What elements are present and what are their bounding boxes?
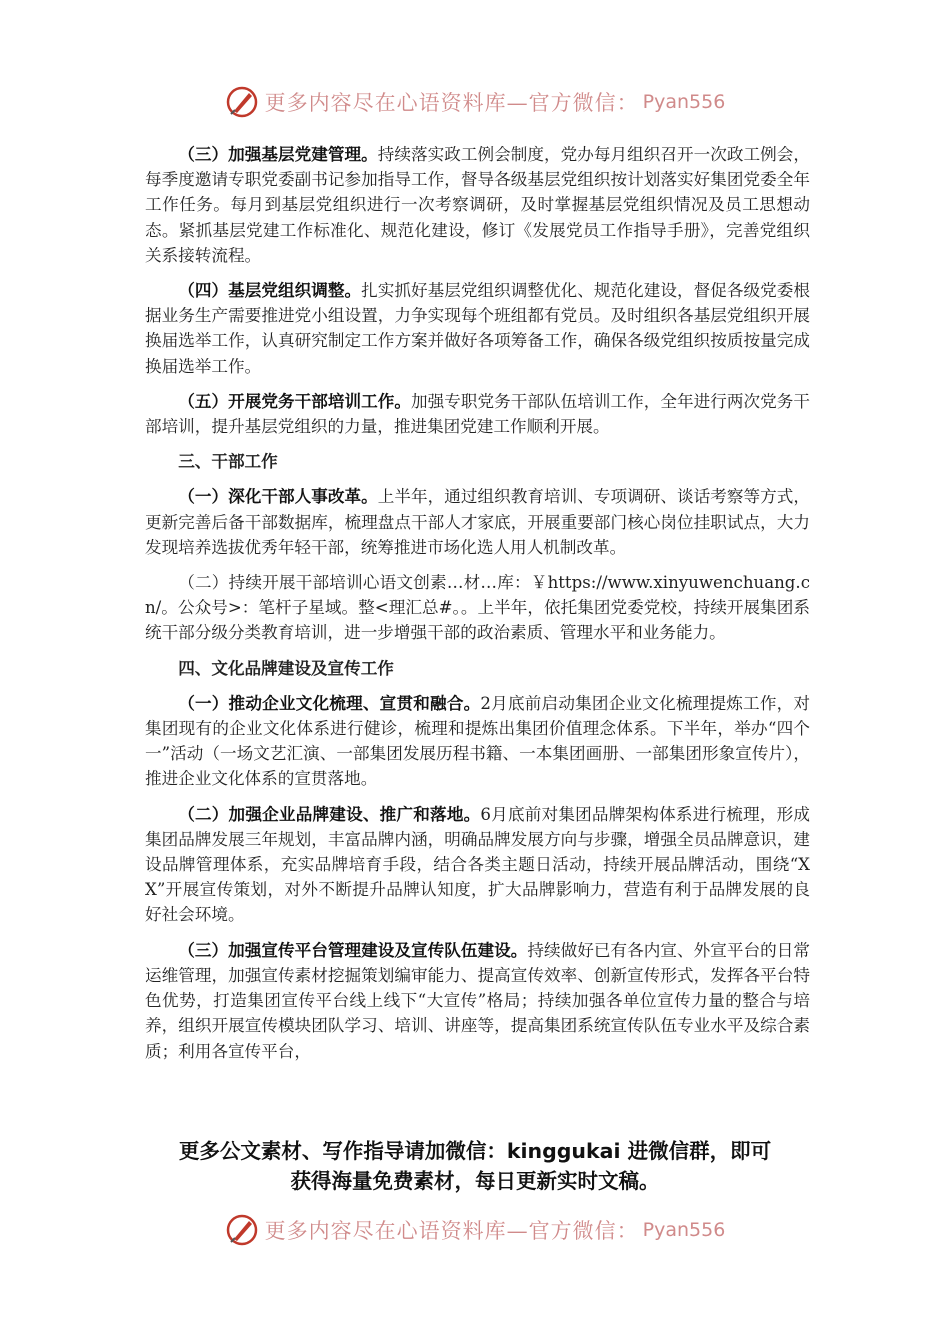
paragraph-body: 上半年，通过组织教育培训、专项调研、谈话考察等方式，更新完善后备干部数据库，梳理盘点干部人才家底，开展重要部门核心岗位挂职试点，大力发现培养选拔优秀年轻干部，统筹推进市场化选人用人机制改革。: [145, 487, 810, 557]
pen-logo-icon: [225, 85, 259, 119]
paragraph-body: 持续落实政工例会制度，党办每月组织召开一次政工例会，每季度邀请专职党委副书记参加指导工作，督导各级基层党组织按计划落实好集团党委全年工作任务。每月到基层党组织进行一次考察调研，及时掌握基层党组织情况及员工思想动态。紧抓基层党建工作标准化、规范化建设，修订《发展党员工作指导手册》，完善党组织关系接转流程。: [145, 145, 810, 265]
paragraph-lead: （四）基层党组织调整。: [178, 280, 362, 301]
paragraph-body: 6月底前对集团品牌架构体系进行梳理，形成集团品牌发展三年规划，丰富品牌内涵，明确品牌发展方向与步骤，增强全员品牌意识，建设品牌管理体系，充实品牌培育手段，结合各类主题日活动，持续开展品牌活动，围绕“XX”开展宣传策划，对外不断提升品牌认知度，扩大品牌影响力，营造有利于品牌发展的良好社会环境。: [145, 804, 810, 925]
promo-callout: [110, 1136, 840, 1196]
document-body: [145, 142, 810, 1074]
paragraph-body: （二）持续开展干部培训心语文创素…材…库：￥https://www.xinyuwenchuang.cn/。公众号>：笔杆子星域。整<理汇总#。。上半年，依托集团党委党校，持续开展集团系统干部分级分类教育培训，进一步增强干部的政治素质、管理水平和业务能力。: [145, 573, 810, 643]
banner-account: Pyan556: [642, 1219, 726, 1241]
paragraph: [145, 389, 810, 439]
paragraph-lead: （五）开展党务干部培训工作。: [178, 390, 411, 411]
banner-account: Pyan556: [642, 91, 726, 113]
paragraph: [145, 142, 810, 268]
section-heading: 四、文化品牌建设及宣传工作: [178, 657, 394, 678]
paragraph: [145, 570, 810, 646]
footer-watermark-banner: [0, 1210, 950, 1250]
banner-text: 更多内容尽在心语资料库—官方微信：: [264, 91, 639, 115]
header-watermark-banner: [0, 82, 950, 122]
paragraph-body: 2月底前启动集团企业文化梳理提炼工作，对集团现有的企业文化体系进行健诊，梳理和提炼出集团价值理念体系。下半年，举办“四个一”活动（一场文艺汇演、一部集团发展历程书籍、一本集团画册、一部集团形象宣传片），推进企业文化体系的宣贯落地。: [145, 693, 810, 789]
section-heading: 三、干部工作: [178, 451, 278, 472]
paragraph-lead: （三）加强基层党建管理。: [178, 144, 378, 164]
banner-text: 更多内容尽在心语资料库—官方微信：: [264, 1219, 639, 1243]
paragraph: [145, 802, 810, 928]
paragraph-body: 扎实抓好基层党组织调整优化、规范化建设，督促各级党委根据业务生产需要推进党小组设置，力争实现每个班组都有党员。及时组织各基层党组织开展换届选举工作，认真研究制定工作方案并做好各项筹备工作，确保各级党组织按质按量完成换届选举工作。: [145, 281, 811, 376]
paragraph-lead: （二）加强企业品牌建设、推广和落地。: [178, 803, 481, 824]
paragraph-lead: （一）深化干部人事改革。: [178, 486, 378, 507]
pen-logo-icon: [225, 1213, 259, 1247]
promo-line-1: 更多公文素材、写作指导请加微信：kinggukai 进微信群，即可: [178, 1139, 772, 1163]
paragraph-body: 加强专职党务干部队伍培训工作，全年进行两次党务干部培训，提升基层党组织的力量，推进集团党建工作顺利开展。: [145, 391, 811, 437]
paragraph-lead: （一）推动企业文化梳理、宣贯和融合。: [178, 692, 481, 713]
paragraph-body: 持续做好已有各内宣、外宣平台的日常运维管理，加强宣传素材挖掘策划编审能力、提高宣传效率、创新宣传形式，发挥各平台特色优势，打造集团宣传平台线上线下“大宣传”格局；持续加强各单位宣传力量的整合与培养，组织开展宣传模块团队学习、培训、讲座等，提高集团系统宣传队伍专业水平及综合素质；利用各宣传平台，: [145, 940, 811, 1061]
paragraph: [145, 484, 810, 560]
paragraph: [145, 691, 810, 792]
paragraph-lead: （三）加强宣传平台管理建设及宣传队伍建设。: [178, 939, 528, 960]
paragraph: [145, 278, 810, 379]
paragraph: [145, 938, 810, 1064]
promo-line-2: 获得海量免费素材，每日更新实时文稿。: [290, 1169, 660, 1193]
